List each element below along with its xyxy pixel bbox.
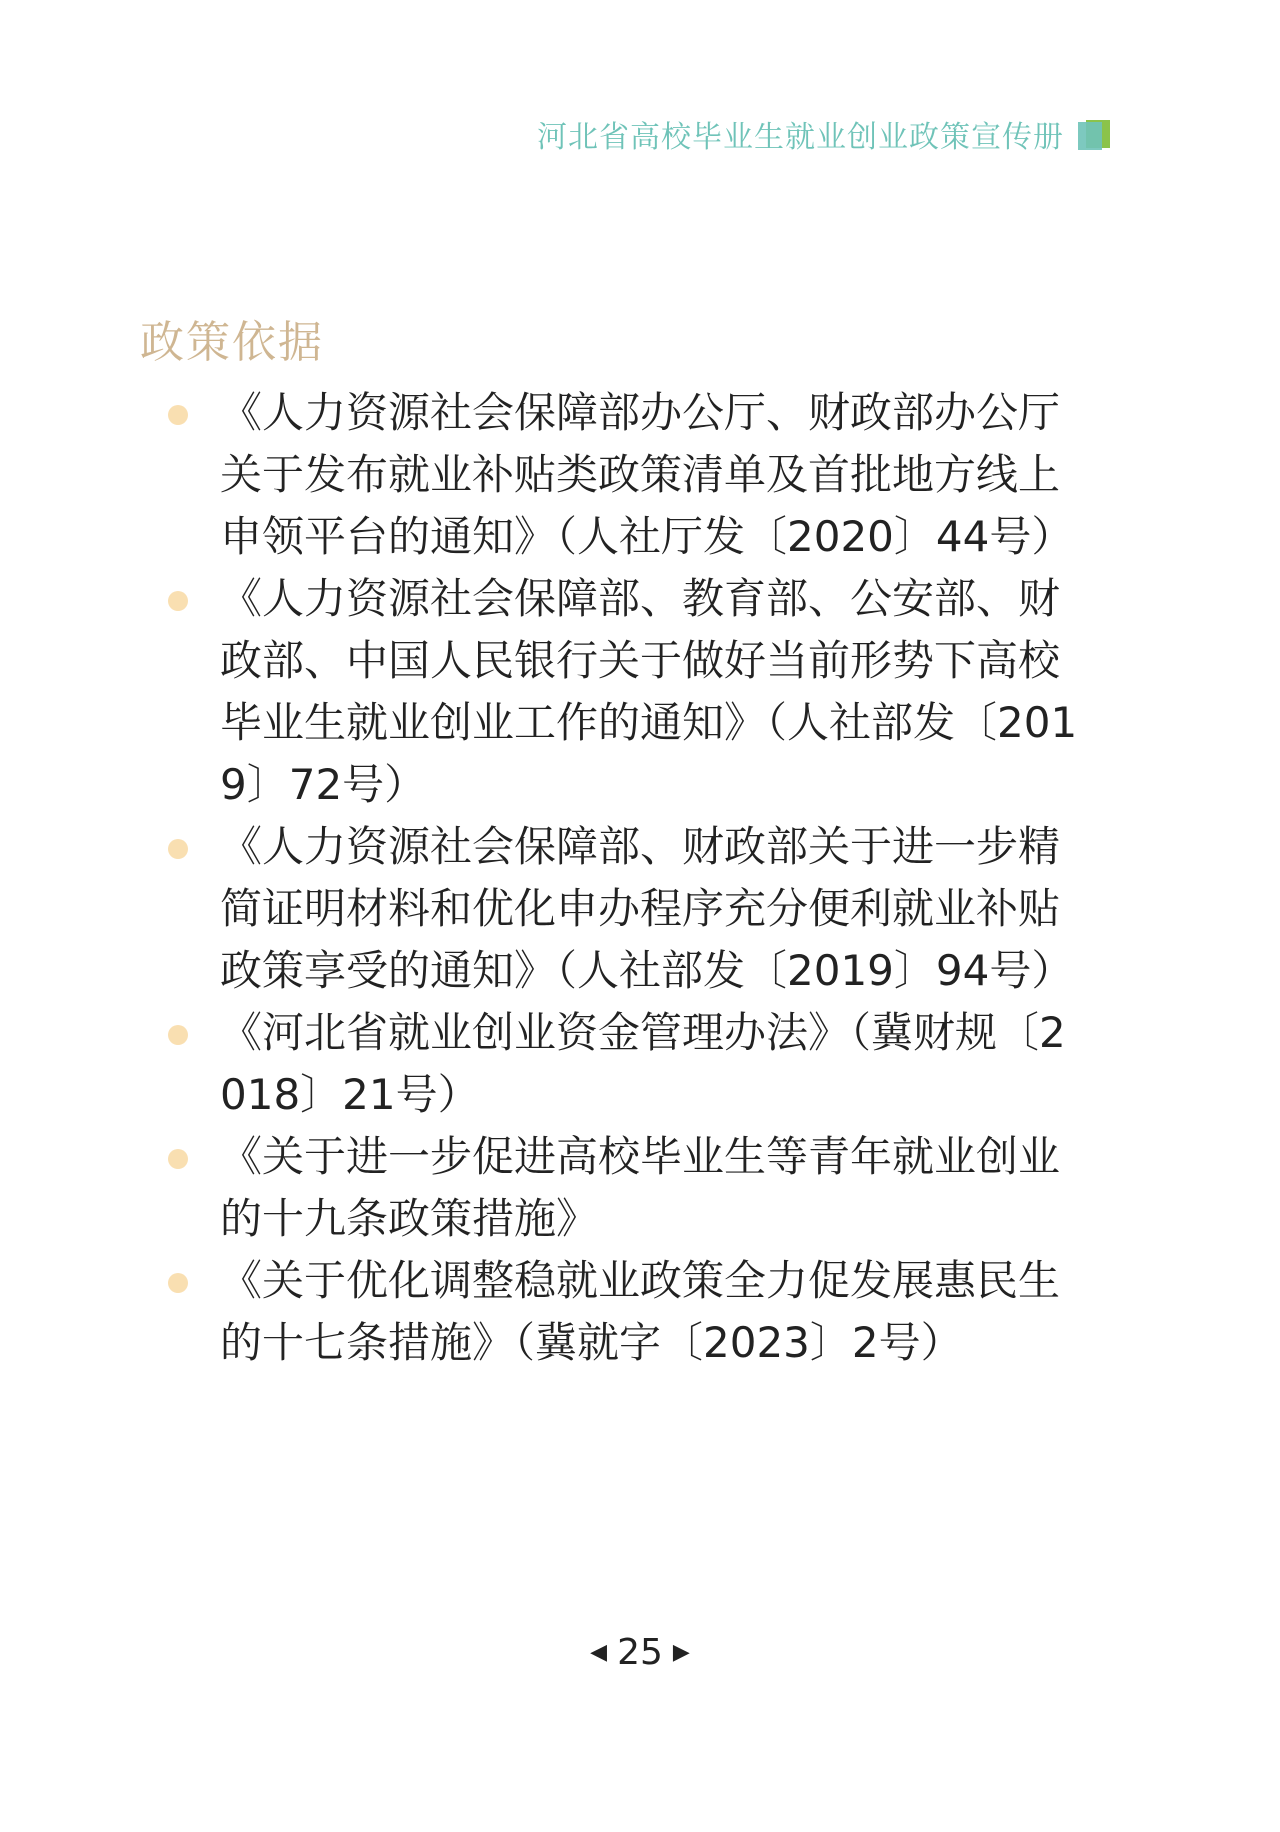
list-item xyxy=(168,382,1088,568)
list-item-text: 《人力资源社会保障部、财政部关于进一步精简证明材料和优化申办程序充分便利就业补贴政策享受的通知》（人社部发〔2019〕94号） xyxy=(220,822,1074,995)
page-number-footer xyxy=(0,1632,1280,1673)
list-item-text: 《关于进一步促进高校毕业生等青年就业创业的十九条政策措施》 xyxy=(220,1132,1061,1243)
list-item-text: 《人力资源社会保障部、教育部、公安部、财政部、中国人民银行关于做好当前形势下高校毕业生就业创业工作的通知》（人社部发〔2019〕72号） xyxy=(220,574,1078,809)
list-item xyxy=(168,568,1088,816)
triangle-right-icon[interactable]: ▶ xyxy=(672,1640,690,1665)
list-item xyxy=(168,1126,1088,1250)
triangle-left-icon[interactable]: ◀ xyxy=(590,1640,608,1665)
list-item xyxy=(168,1002,1088,1126)
bullet-dot-icon xyxy=(168,405,188,425)
policy-basis-list xyxy=(168,382,1088,1374)
list-item xyxy=(168,816,1088,1002)
list-item-text: 《关于优化调整稳就业政策全力促发展惠民生的十七条措施》（冀就字〔2023〕2号） xyxy=(220,1256,1061,1367)
teal-square xyxy=(1078,122,1102,150)
list-item-text: 《河北省就业创业资金管理办法》（冀财规〔2018〕21号） xyxy=(220,1008,1066,1119)
page-header xyxy=(537,112,1110,156)
section-title: 政策依据 xyxy=(140,317,324,368)
header-square-mark-icon xyxy=(1078,118,1110,150)
list-item-text: 《人力资源社会保障部办公厅、财政部办公厅关于发布就业补贴类政策清单及首批地方线上申领平台的通知》（人社厅发〔2020〕44号） xyxy=(220,388,1074,561)
header-title: 河北省高校毕业生就业创业政策宣传册 xyxy=(537,120,1064,155)
bullet-dot-icon xyxy=(168,1025,188,1045)
bullet-dot-icon xyxy=(168,1273,188,1293)
list-item xyxy=(168,1250,1088,1374)
bullet-dot-icon xyxy=(168,839,188,859)
bullet-dot-icon xyxy=(168,1149,188,1169)
page-number: 25 xyxy=(617,1632,663,1673)
bullet-dot-icon xyxy=(168,591,188,611)
